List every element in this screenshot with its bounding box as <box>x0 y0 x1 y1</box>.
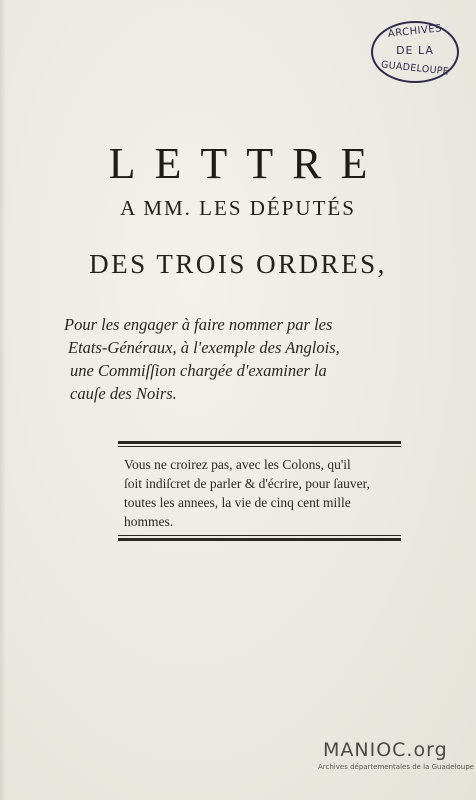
epigraph-line: ſoit indiſcret de parler & d'écrire, pour ſauver, <box>124 476 370 491</box>
intro-line: une Commiſſion chargée d'examiner la <box>70 361 327 380</box>
epigraph-line: Vous ne croirez pas, avec les Colons, qu'il <box>124 457 351 472</box>
intro-line: Etats-Généraux, à l'exemple des Anglois, <box>68 338 340 357</box>
stamp-line-3: GUADELOUPE <box>380 59 450 78</box>
bottom-double-rule <box>118 535 401 541</box>
stamp-line-1: ARCHIVES <box>387 23 443 40</box>
document-subtitle-2: DES TROIS ORDRES, <box>89 249 387 279</box>
document-subtitle-1: A MM. LES DÉPUTÉS <box>120 196 356 220</box>
binding-shadow <box>0 0 6 800</box>
manioc-logo: MANIOC.org <box>323 739 448 761</box>
epigraph-line: hommes. <box>124 514 174 529</box>
top-double-rule <box>118 441 401 447</box>
archives-stamp <box>371 21 459 83</box>
epigraph-line: toutes les annees, la vie de cinq cent mille <box>124 495 351 510</box>
logo-caption: Archives départementales de la Guadeloupe <box>318 763 474 771</box>
intro-line: Pour les engager à faire nommer par les <box>64 315 333 334</box>
intro-paragraph <box>64 313 404 405</box>
intro-line: cauſe des Noirs. <box>70 384 177 403</box>
document-title: LETTRE <box>108 139 387 188</box>
epigraph-quote <box>124 455 414 531</box>
stamp-line-2: DE LA <box>396 44 434 57</box>
